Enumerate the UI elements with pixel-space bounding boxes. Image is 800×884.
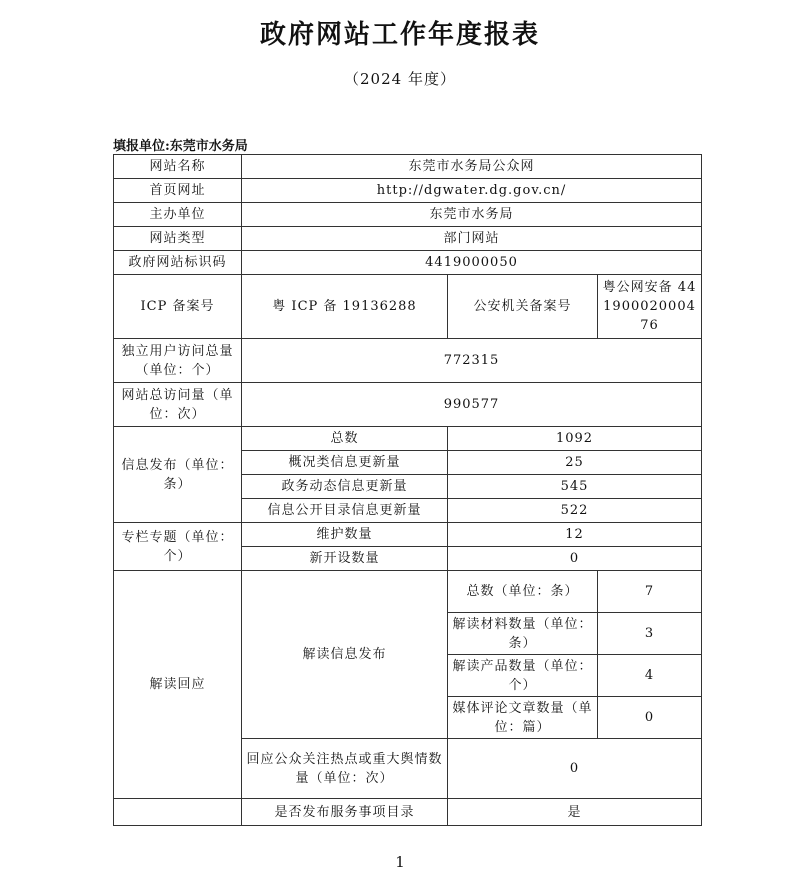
- page-number: 1: [395, 853, 405, 871]
- icp-number: 粤 ICP 备 19136288: [242, 275, 448, 339]
- table-row: [114, 275, 702, 339]
- cell-label: 网站总访问量（单位：次）: [114, 383, 242, 427]
- cell-label: 新开设数量: [242, 547, 448, 571]
- cell-label: 概况类信息更新量: [242, 451, 448, 475]
- cell-empty: [114, 799, 242, 826]
- cell-value: 25: [448, 451, 702, 475]
- cell-value: 3: [598, 613, 702, 655]
- cell-value: 0: [448, 739, 702, 799]
- cell-label: 媒体评论文章数量（单位：篇）: [448, 697, 598, 739]
- table-row: [114, 799, 702, 826]
- cell-label: 信息发布（单位：条）: [114, 427, 242, 523]
- cell-label: 总数（单位：条）: [448, 571, 598, 613]
- table-row: [114, 179, 702, 203]
- cell-label: 网站类型: [114, 227, 242, 251]
- cell-value: 4: [598, 655, 702, 697]
- cell-label: 政府网站标识码: [114, 251, 242, 275]
- cell-label: 维护数量: [242, 523, 448, 547]
- cell-value: 522: [448, 499, 702, 523]
- table-row: [114, 383, 702, 427]
- cell-value: 东莞市水务局公众网: [242, 155, 702, 179]
- cell-label: 独立用户访问总量（单位：个）: [114, 339, 242, 383]
- cell-label: 政务动态信息更新量: [242, 475, 448, 499]
- cell-value: 4419000050: [242, 251, 702, 275]
- cell-value: 是: [448, 799, 702, 826]
- cell-label: 网站名称: [114, 155, 242, 179]
- report-year: （2024 年度）: [344, 70, 456, 88]
- cell-label: 专栏专题（单位：个）: [114, 523, 242, 571]
- cell-value: 东莞市水务局: [242, 203, 702, 227]
- cell-value: 7: [598, 571, 702, 613]
- homepage-url: http://dgwater.dg.gov.cn/: [242, 179, 702, 203]
- table-row: [114, 571, 702, 613]
- fill-unit: 填报单位:东莞市水务局: [113, 139, 248, 154]
- cell-value: 545: [448, 475, 702, 499]
- cell-label: 是否发布服务事项目录: [242, 799, 448, 826]
- cell-value: 990577: [242, 383, 702, 427]
- cell-label: 解读产品数量（单位：个）: [448, 655, 598, 697]
- table-row: [114, 203, 702, 227]
- cell-label: 信息公开目录信息更新量: [242, 499, 448, 523]
- report-table: [113, 154, 702, 826]
- table-row: [114, 227, 702, 251]
- table-row: [114, 427, 702, 451]
- cell-value: 1092: [448, 427, 702, 451]
- cell-value: 12: [448, 523, 702, 547]
- cell-value: 部门网站: [242, 227, 702, 251]
- cell-value: 0: [448, 547, 702, 571]
- table-row: [114, 155, 702, 179]
- cell-label: 回应公众关注热点或重大舆情数量（单位：次）: [242, 739, 448, 799]
- police-record-number: 粤公网安备 44190002000476: [598, 275, 702, 339]
- table-row: [114, 251, 702, 275]
- cell-value: 772315: [242, 339, 702, 383]
- table-row: [114, 523, 702, 547]
- cell-label: 解读材料数量（单位：条）: [448, 613, 598, 655]
- cell-label: 解读信息发布: [242, 571, 448, 739]
- cell-label: 解读回应: [114, 571, 242, 799]
- cell-label: 首页网址: [114, 179, 242, 203]
- cell-label: ICP 备案号: [114, 275, 242, 339]
- cell-label: 公安机关备案号: [448, 275, 598, 339]
- report-title: 政府网站工作年度报表: [259, 20, 540, 50]
- cell-value: 0: [598, 697, 702, 739]
- cell-label: 总数: [242, 427, 448, 451]
- cell-label: 主办单位: [114, 203, 242, 227]
- table-row: [114, 339, 702, 383]
